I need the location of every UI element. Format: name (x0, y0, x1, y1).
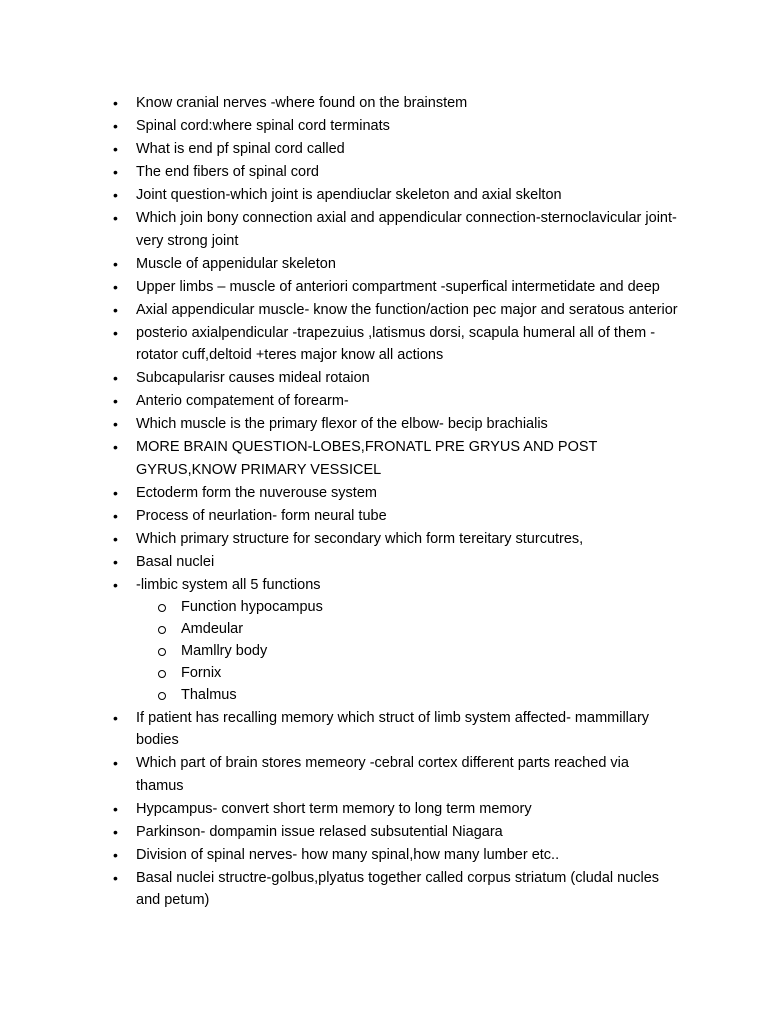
list-item-text: Ectoderm form the nuverouse system (136, 484, 377, 501)
list-item (112, 867, 680, 912)
list-item-text: Axial appendicular muscle- know the function/action pec major and seratous anterior (136, 301, 678, 318)
list-item-text: Upper limbs – muscle of anteriori compartment -superfical intermetidate and deep (136, 278, 660, 295)
bullet-icon: • (113, 210, 118, 226)
sub-list-item (158, 596, 680, 618)
bullet-icon: • (113, 141, 118, 157)
list-item (112, 752, 680, 797)
bullet-icon: • (113, 530, 118, 547)
bullet-icon: • (113, 507, 118, 524)
list-item-text: Which primary structure for secondary which form tereitary sturcutres, (136, 530, 584, 547)
sub-list-item (158, 640, 680, 662)
list-item (112, 413, 680, 436)
list-item-text: What is end pf spinal cord called (136, 141, 345, 157)
bullet-icon: • (113, 709, 118, 726)
list-item (112, 322, 680, 367)
list-item (112, 184, 680, 207)
bullet-icon: • (113, 164, 118, 180)
list-item-text: Spinal cord:where spinal cord terminats (136, 118, 390, 134)
bullet-icon: • (113, 278, 118, 295)
list-item-text: The end fibers of spinal cord (136, 164, 319, 180)
list-item-text: Which join bony connection axial and appendicular connection-sternoclavicular joint-very strong joint (136, 210, 677, 249)
list-item (112, 207, 680, 252)
sub-list-item-text: Thalmus (181, 687, 237, 703)
limbic-sublist (158, 596, 680, 706)
bullet-icon: • (113, 823, 118, 840)
bullet-icon: • (113, 484, 118, 501)
circle-bullet-icon (158, 604, 166, 612)
bullet-icon: • (113, 553, 118, 570)
sub-list-item-text: Amdeular (181, 621, 244, 637)
list-item (112, 707, 680, 752)
list-item (112, 138, 680, 161)
list-item-text: Which muscle is the primary flexor of the elbow- becip brachialis (136, 416, 548, 432)
list-item (112, 299, 680, 322)
list-item-text: -limbic system all 5 functions (136, 576, 321, 593)
list-item (112, 528, 680, 551)
list-item (112, 161, 680, 184)
list-item (112, 798, 680, 821)
list-item (112, 844, 680, 867)
list-item-text: Which part of brain stores memeory -cebral cortex different parts reached via thamus (136, 755, 629, 794)
sub-list-item (158, 618, 680, 640)
list-item-text: Joint question-which joint is apendiuclar skeleton and axial skelton (136, 187, 562, 203)
bullet-icon: • (113, 370, 118, 386)
bullet-icon: • (113, 187, 118, 203)
circle-bullet-icon (158, 648, 166, 656)
list-item (112, 253, 680, 276)
list-item (112, 276, 680, 299)
list-item-text: Parkinson- dompamin issue relased subsutential Niagara (136, 823, 503, 840)
circle-bullet-icon (158, 692, 166, 700)
list-item-text: Know cranial nerves -where found on the brainstem (136, 95, 468, 111)
sub-list-item (158, 662, 680, 684)
sub-list-item (158, 684, 680, 706)
circle-bullet-icon (158, 670, 166, 678)
list-item (112, 92, 680, 115)
bullet-icon: • (113, 755, 118, 771)
list-item (112, 821, 680, 844)
list-item (112, 505, 680, 528)
sub-list-item-text: Fornix (181, 665, 222, 681)
bullet-icon: • (113, 393, 118, 409)
bullet-icon: • (113, 416, 118, 432)
list-item-text: If patient has recalling memory which struct of limb system affected- mammillary bodies (136, 709, 650, 748)
sub-list-item-text: Mamllry body (181, 643, 268, 659)
bullet-icon: • (113, 301, 118, 318)
list-item-text: Hypcampus- convert short term memory to long term memory (136, 800, 532, 817)
bullet-icon: • (113, 324, 118, 341)
bullet-icon: • (113, 95, 118, 111)
list-item (112, 436, 680, 481)
list-item-text: MORE BRAIN QUESTION-LOBES,FRONATL PRE GRYUS AND POST GYRUS,KNOW PRIMARY VESSICEL (136, 439, 598, 478)
bullet-icon: • (113, 576, 118, 593)
list-item-text: Division of spinal nerves- how many spinal,how many lumber etc.. (136, 846, 560, 863)
list-item (112, 367, 680, 390)
list-item-text: Basal nuclei (136, 553, 215, 570)
bullet-icon: • (113, 869, 118, 886)
list-item (112, 551, 680, 574)
list-item-limbic (112, 574, 680, 707)
list-item (112, 115, 680, 138)
circle-bullet-icon (158, 626, 166, 634)
notes-list (112, 92, 680, 912)
list-item (112, 482, 680, 505)
list-item-text: Anterio compatement of forearm- (136, 393, 349, 409)
list-item-text: Subcapularisr causes mideal rotaion (136, 370, 370, 386)
list-item-text: Process of neurlation- form neural tube (136, 507, 387, 524)
list-item (112, 390, 680, 413)
list-item-text: Muscle of appenidular skeleton (136, 255, 336, 272)
sub-list-item-text: Function hypocampus (181, 599, 323, 615)
bullet-icon: • (113, 800, 118, 817)
bullet-icon: • (113, 846, 118, 863)
bullet-icon: • (113, 118, 118, 134)
list-item-text: posterio axialpendicular -trapezuius ,latismus dorsi, scapula humeral all of them -rotator cuff,deltoid +teres major know all actions (136, 324, 656, 363)
bullet-icon: • (113, 439, 118, 455)
bullet-icon: • (113, 255, 118, 272)
list-item-text: Basal nuclei structre-golbus,plyatus together called corpus striatum (cludal nucles and petum) (136, 869, 660, 908)
